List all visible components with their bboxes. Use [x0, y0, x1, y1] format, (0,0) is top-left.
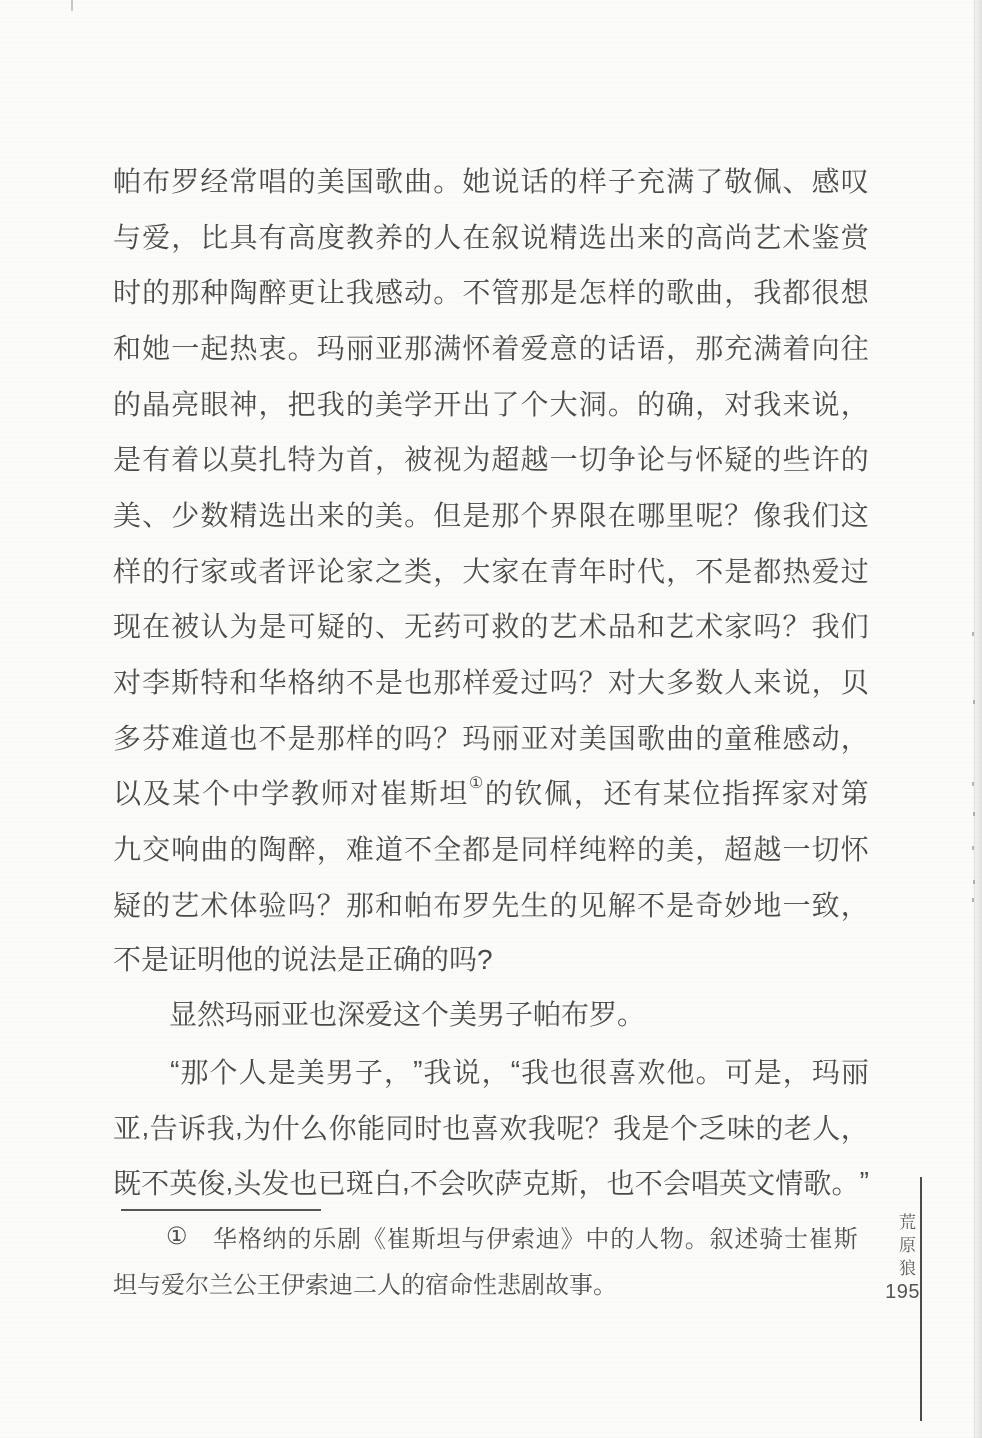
text-line: 疑 的 艺 术 体 验 吗 ？ 那 和 帕 布 罗 先 生 的 见 解 不 是 奇 妙 地 一 致 ， — [113, 889, 869, 921]
scan-artifact — [71, 0, 73, 11]
text-line: 与 爱 ， 比 具 有 高 度 教 养 的 人 在 叙 说 精 选 出 来 的 高 尚 艺 术 鉴 赏 — [113, 221, 869, 253]
text-line: 亚 , 告 诉 我 , 为 什 么 你 能 同 时 也 喜 欢 我 呢 ？ 我 是 个 乏 味 的 老 人 ， — [113, 1110, 869, 1144]
text-line: 美 、 少 数 精 选 出 来 的 美 。 但 是 那 个 界 限 在 哪 里 呢 ？ 像 我 们 这 — [113, 499, 869, 531]
text-line: 现 在 被 认 为 是 可 疑 的 、 无 药 可 救 的 艺 术 品 和 艺 术 家 吗 ？ 我 们 — [113, 611, 869, 643]
scan-speck — [973, 700, 975, 704]
sidebar-rule — [920, 1177, 922, 1421]
text-line: 帕 布 罗 经 常 唱 的 美 国 歌 曲 。 她 说 话 的 样 子 充 满 了 敬 佩 、 感 叹 — [113, 165, 869, 197]
text-line: 九 交 响 曲 的 陶 醉 ， 难 道 不 全 都 是 同 样 纯 粹 的 美 ， 超 越 一 切 怀 — [113, 834, 869, 866]
scan-speck — [972, 632, 974, 636]
text-line: 是 有 着 以 莫 扎 特 为 首 ， 被 视 为 超 越 一 切 争 论 与 怀 疑 的 些 许 的 — [113, 444, 869, 476]
main-text-block — [113, 152, 869, 1210]
scan-speck — [973, 812, 975, 816]
footnote-line: 坦与爱尔兰公王伊索迪二人的宿命性悲剧故事。 — [113, 1272, 617, 1299]
scan-speck — [972, 898, 974, 902]
text-line: 显然玛丽亚也深爱这个美男子帕布罗。 — [169, 999, 646, 1031]
scan-speck — [973, 880, 975, 884]
book-title-vertical: 荒原狼 — [896, 1213, 915, 1282]
text-line-with-footnote-ref: 以 及 某 个 中 学 教 师 对 崔 斯 坦 ① 的 钦 佩 ， 还 有 某 位 指 挥 家 对 第 — [113, 775, 869, 810]
page-edge-line — [974, 0, 975, 1438]
footnote — [113, 1212, 858, 1310]
text-line: 和 她 一 起 热 衷 。 玛 丽 亚 那 满 怀 着 爱 意 的 话 语 ， 那 充 满 着 向 往 — [113, 332, 869, 364]
text-line: 样 的 行 家 或 者 评 论 家 之 类 ， 大 家 在 青 年 时 代 ， 不 是 都 热 爱 过 — [113, 555, 869, 587]
text-line: “ 那 个 人 是 美 男 子 ， ” 我 说 ， “ 我 也 很 喜 欢 他 。 可 是 ， 玛 丽 — [170, 1054, 869, 1088]
scan-speck — [972, 846, 974, 850]
text-line: 时 的 那 种 陶 醉 更 让 我 感 动 。 不 管 那 是 怎 样 的 歌 曲 ， 我 都 很 想 — [113, 277, 869, 309]
text-line: 的 晶 亮 眼 神 ， 把 我 的 美 学 开 出 了 个 大 洞 。 的 确 ， 对 我 来 说 ， — [113, 388, 869, 420]
text-line: 不是证明他的说法是正确的吗? — [113, 943, 493, 975]
footnote-line: ① 华 格 纳 的 乐 剧 《 崔 斯 坦 与 伊 索 迪 》 中 的 人 物 。 叙 述 骑 士 崔 斯 — [165, 1223, 858, 1253]
footnote-separator — [121, 1209, 321, 1211]
text-line: 多 芬 难 道 也 不 是 那 样 的 吗 ？ 玛 丽 亚 对 美 国 歌 曲 的 童 稚 感 动 ， — [113, 722, 869, 754]
page-number: 195 — [885, 1281, 920, 1303]
text-line: 既 不 英 俊 , 头 发 也 已 斑 白 , 不 会 吹 萨 克 斯 ， 也 不 会 唱 英 文 情 歌 。 ” — [113, 1166, 869, 1200]
scan-speck — [972, 782, 974, 786]
text-line: 对 李 斯 特 和 华 格 纳 不 是 也 那 样 爱 过 吗 ？ 对 大 多 数 人 来 说 ， 贝 — [113, 667, 869, 699]
